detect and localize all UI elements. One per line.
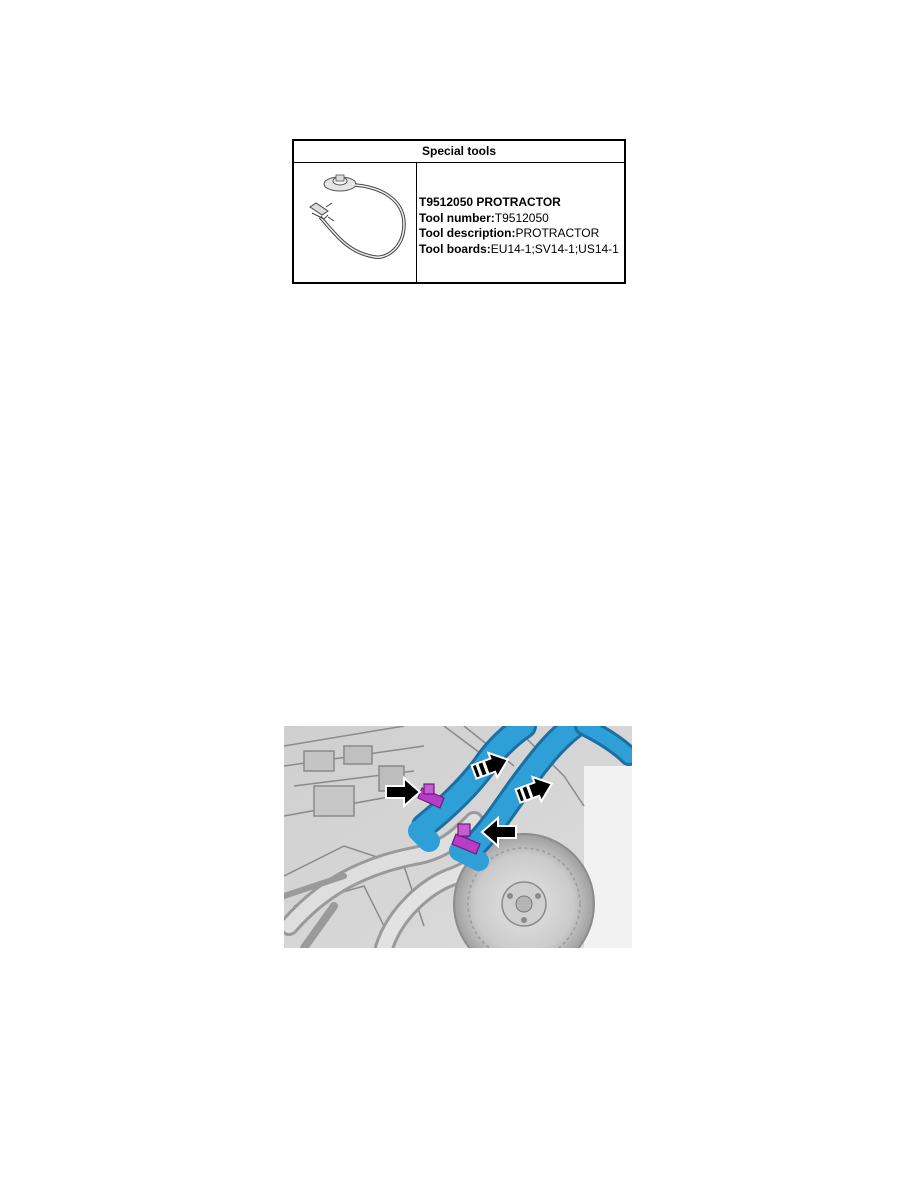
tool-description-line [419, 226, 622, 242]
tool-row [294, 163, 624, 282]
special-tools-header: Special tools [294, 141, 624, 163]
special-tools-table [292, 139, 626, 284]
tool-boards-value: EU14-1;SV14-1;US14-1 [490, 241, 619, 256]
tool-info [419, 195, 622, 257]
engine-hose-drawing [284, 726, 632, 948]
tool-boards-line [419, 242, 622, 258]
tool-description-label: Tool description: [419, 226, 516, 240]
tool-number-label: Tool number: [419, 210, 495, 225]
tool-number-value: T9512050 [494, 210, 549, 225]
engine-hose-illustration [284, 726, 632, 948]
protractor-tool-icon [300, 169, 410, 269]
tool-number-line [419, 211, 622, 227]
tool-title: T9512050 PROTRACTOR [419, 195, 561, 209]
tool-boards-label: Tool boards: [419, 241, 491, 256]
tool-image-cell [294, 163, 417, 282]
tool-description-value: PROTRACTOR [515, 226, 600, 240]
